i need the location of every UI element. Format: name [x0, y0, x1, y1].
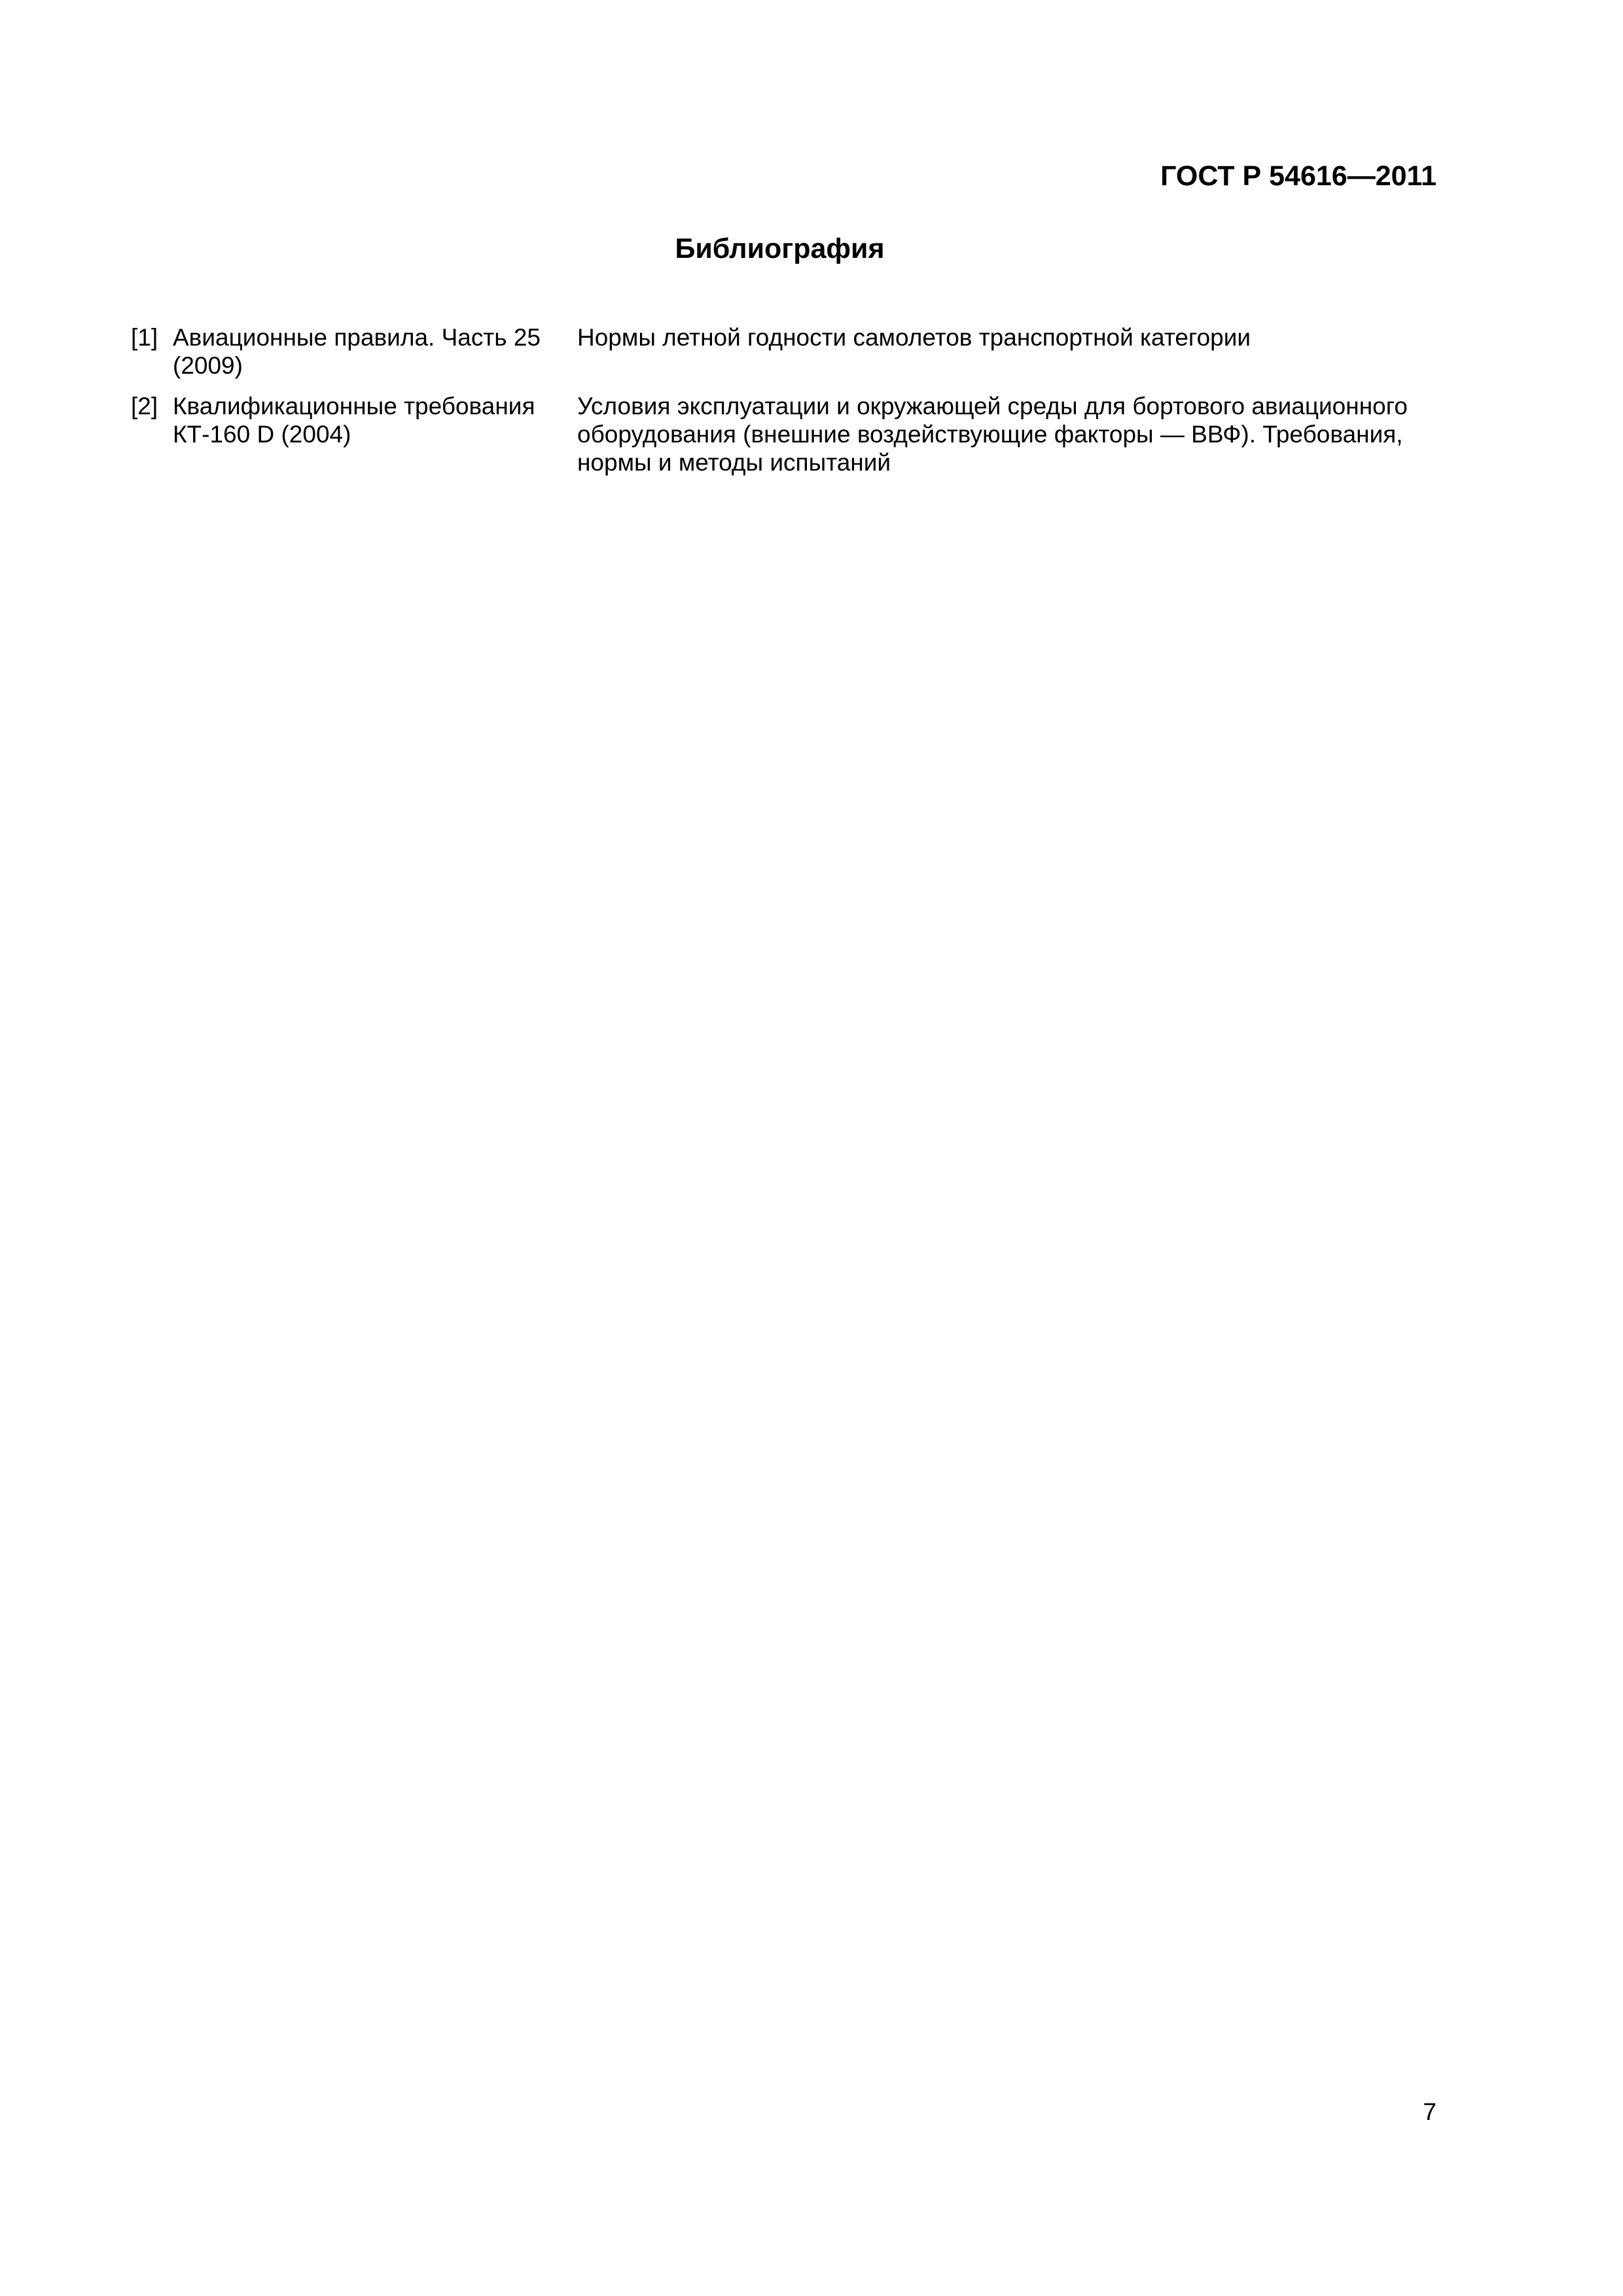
bibliography-entry-description: Условия эксплуатации и окружающей среды для бортового авиационного оборудования (внешние воздействующие факторы — ВВФ). Требования, нормы и методы испытаний [577, 393, 1408, 476]
bibliography-entry [131, 323, 1440, 380]
page-number: 7 [1423, 2098, 1436, 2125]
bibliography-list [131, 323, 1440, 489]
bibliography-entry-source: Авиационные правила. Часть 25 (2009) [173, 324, 541, 379]
document-code: ГОСТ Р 54616—2011 [1160, 160, 1436, 192]
bibliography-entry-number: [1] [131, 324, 158, 351]
bibliography-entry-number: [2] [131, 393, 158, 420]
bibliography-entry-source: Квалификационные требования КТ-160 D (2004) [173, 393, 535, 448]
bibliography-entry-description: Нормы летной годности самолетов транспортной категории [577, 324, 1251, 351]
section-title: Библиография [675, 233, 885, 264]
bibliography-entry [131, 392, 1440, 476]
